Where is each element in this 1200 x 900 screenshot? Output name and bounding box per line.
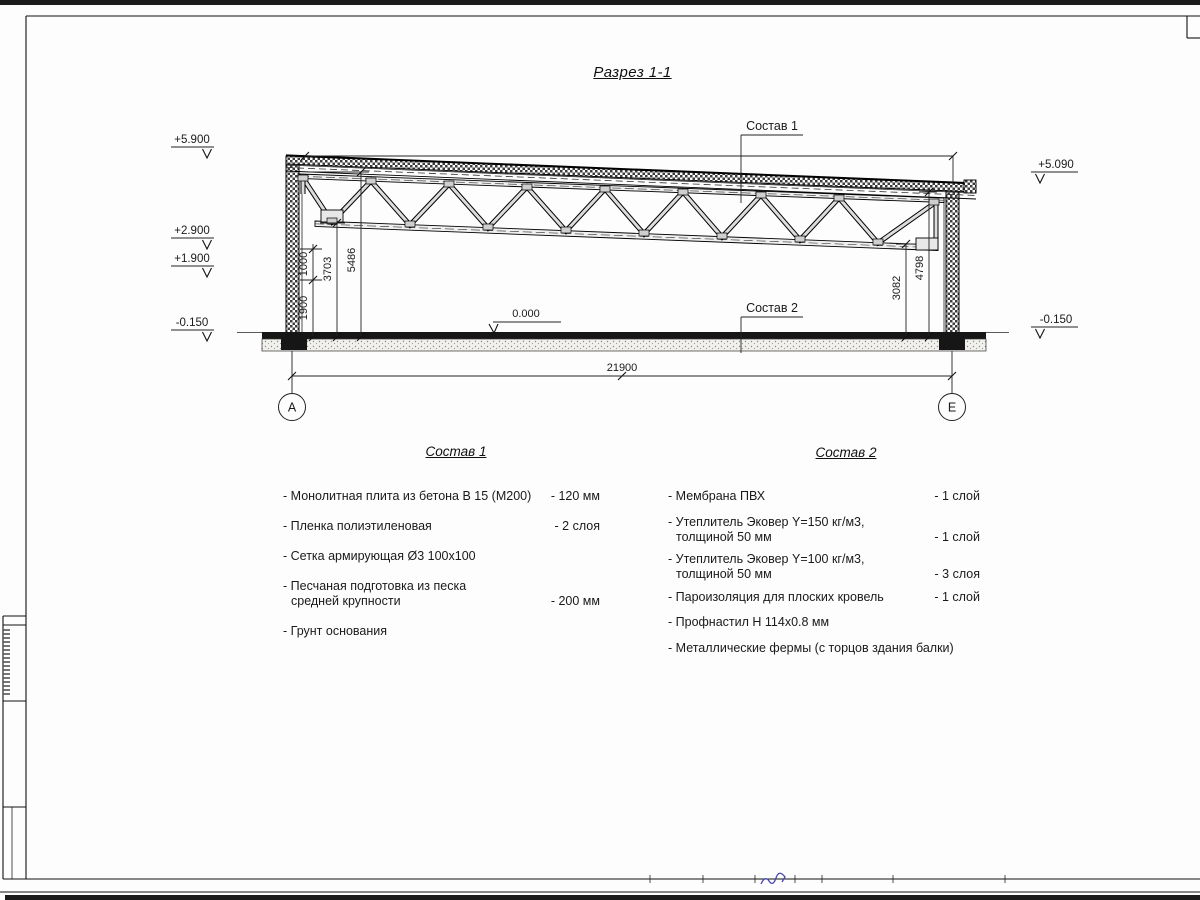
material-value: - 120 мм xyxy=(550,489,600,503)
material-value: - 1 слой xyxy=(934,489,980,503)
list-item xyxy=(668,489,980,504)
material-label: - Монолитная плита из бетона В 15 (М200) xyxy=(283,489,532,503)
zero-level-mark xyxy=(489,308,561,333)
floor-slab xyxy=(237,332,1009,351)
dim-3703-label: 3703 xyxy=(322,256,334,282)
elevation-mark-5900 xyxy=(171,134,214,158)
material-label-line2: толщиной 50 мм xyxy=(676,529,772,544)
list-item xyxy=(283,579,600,608)
footing-right xyxy=(939,337,965,350)
dim-1000-label: 1000 xyxy=(298,251,310,277)
sostav1-callout-label: Состав 1 xyxy=(746,119,798,133)
material-label: - Мембрана ПВХ xyxy=(668,489,766,503)
sheet-frame xyxy=(0,16,1200,900)
footing-left xyxy=(281,337,307,350)
material-label: - Профнастил Н 114х0.8 мм xyxy=(668,615,830,629)
sostav2-list-title: Состав 2 xyxy=(815,445,877,460)
elev-5090-label: +5.090 xyxy=(1038,159,1074,171)
elev-5900-label: +5.900 xyxy=(174,134,210,146)
sostav1-list-title: Состав 1 xyxy=(425,444,487,459)
material-label: - Песчаная подготовка из песка xyxy=(283,579,467,593)
roof-edge-cap xyxy=(964,180,976,193)
list-item xyxy=(668,590,980,605)
list-item xyxy=(668,615,980,630)
right-wall xyxy=(944,186,959,337)
axis-e-label: Е xyxy=(947,400,957,415)
dim-4798-label: 4798 xyxy=(914,255,926,281)
material-label: - Пленка полиэтиленовая xyxy=(283,519,432,533)
material-value: - 200 мм xyxy=(550,593,600,608)
elev-1900-label: +1.900 xyxy=(174,253,210,265)
elev-minus0150-left-label: -0.150 xyxy=(175,317,209,329)
dim-1900-label: 1900 xyxy=(298,295,310,321)
elevation-mark-2900 xyxy=(171,225,214,249)
material-label: - Сетка армирующая Ø3 100х100 xyxy=(283,549,476,563)
scan-top-bar xyxy=(0,0,1200,5)
sostav2-callout-label: Состав 2 xyxy=(746,301,798,315)
elevation-mark-1900 xyxy=(171,253,214,277)
material-label: - Металлические фермы (с торцов здания балки) xyxy=(668,641,954,655)
dimension-3082 xyxy=(891,240,915,341)
material-value: - 1 слой xyxy=(934,529,980,544)
axis-a-label: А xyxy=(287,400,297,415)
list-item xyxy=(283,489,600,504)
material-label-line2: толщиной 50 мм xyxy=(676,566,772,581)
list-item xyxy=(283,549,600,564)
material-label: - Утеплитель Эковер Y=100 кг/м3, xyxy=(668,552,865,566)
axis-circle-a xyxy=(279,394,306,421)
list-item xyxy=(668,641,980,656)
elevation-mark-5090 xyxy=(1031,159,1078,183)
material-value: - 1 слой xyxy=(934,590,980,604)
zero-level-label: 0.000 xyxy=(512,308,540,320)
stamp-vertical-text xyxy=(3,629,10,695)
list-item xyxy=(668,515,980,544)
dimension-span xyxy=(288,351,956,394)
truss-seat-right xyxy=(916,238,938,250)
list-item xyxy=(283,519,600,534)
material-label: - Пароизоляция для плоских кровель xyxy=(668,590,884,604)
list-item xyxy=(668,552,980,581)
material-label-line2: средней крупности xyxy=(291,593,401,608)
elevation-mark-minus0150-left xyxy=(171,317,214,341)
material-label: - Утеплитель Эковер Y=150 кг/м3, xyxy=(668,515,865,529)
dim-5486-label: 5486 xyxy=(346,247,358,273)
dim-3082-label: 3082 xyxy=(891,275,903,301)
list-item xyxy=(283,624,600,639)
elev-minus0150-right-label: -0.150 xyxy=(1039,314,1073,326)
axis-circle-e xyxy=(939,394,966,421)
material-value: - 3 слоя xyxy=(934,566,980,581)
dim-span-label: 21900 xyxy=(606,362,638,374)
dimension-3703 xyxy=(320,219,345,341)
drawing-title: Разрез 1-1 xyxy=(593,64,672,81)
material-value: - 2 слоя xyxy=(554,519,600,533)
elev-2900-label: +2.900 xyxy=(174,225,210,237)
material-label: - Грунт основания xyxy=(283,624,388,638)
elevation-mark-minus0150-right xyxy=(1031,314,1078,338)
